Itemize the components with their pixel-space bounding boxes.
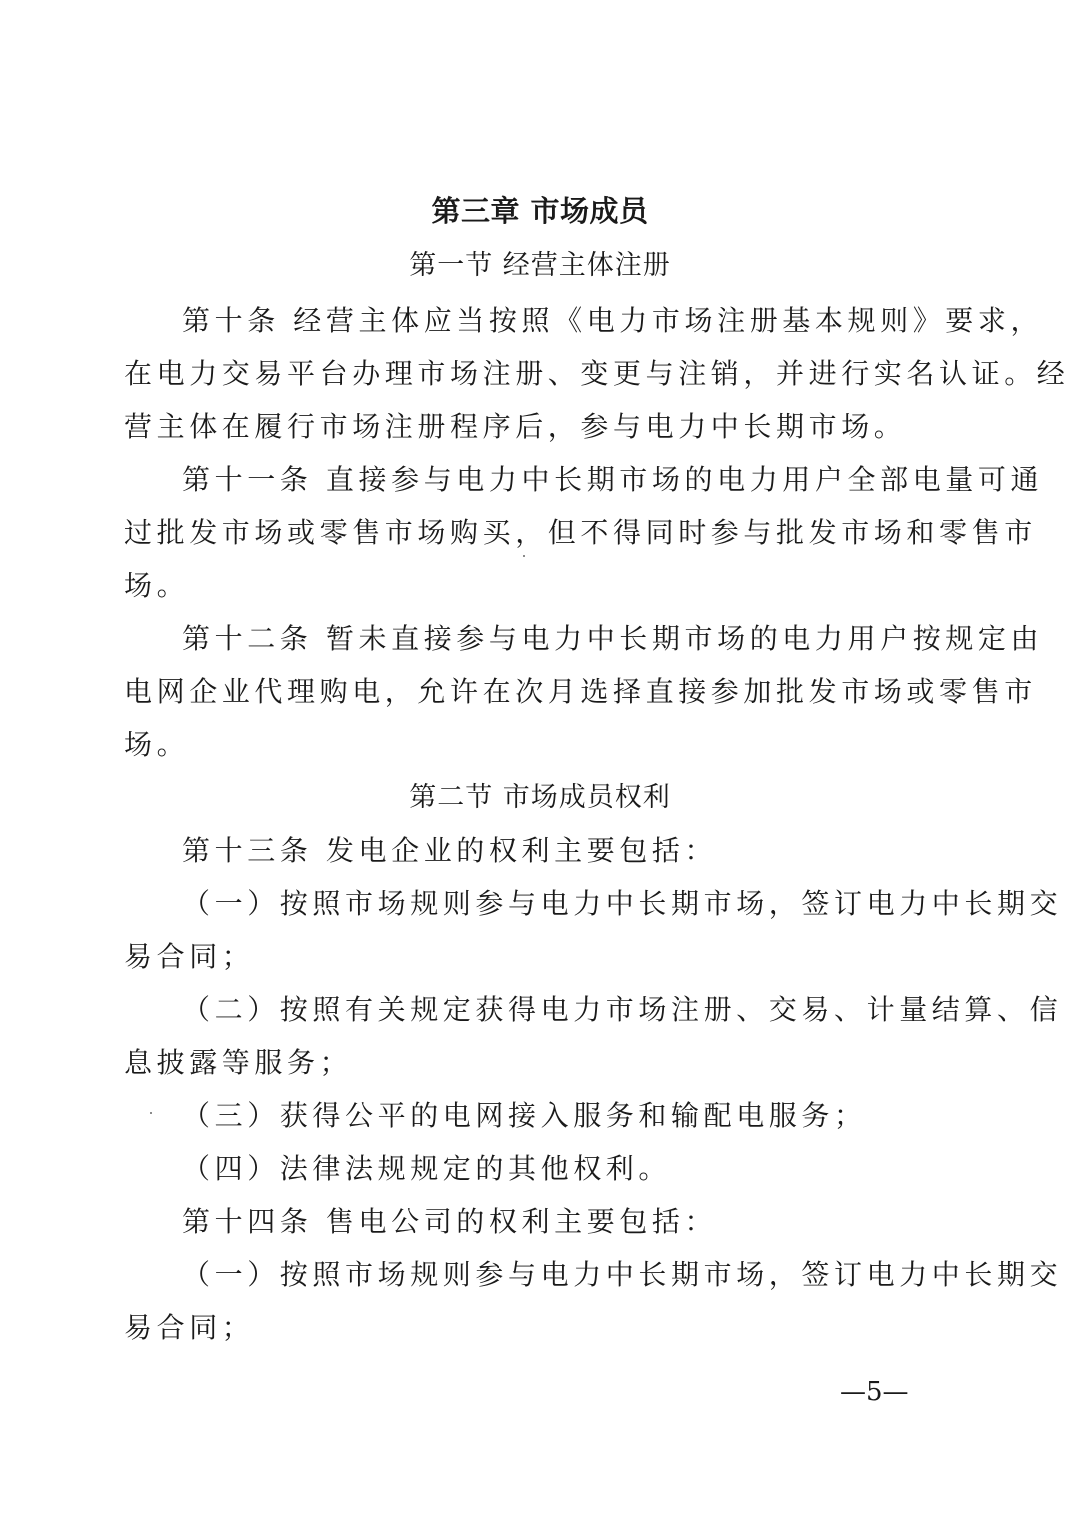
article-10-line-2: 在电力交易平台办理市场注册、变更与注销，并进行实名认证。经: [124, 357, 1070, 390]
article-13-heading: 第十三条 发电企业的权利主要包括：: [182, 834, 718, 867]
article-14-item-1-line-1: （一）按照市场规则参与电力中长期市场，签订电力中长期交: [182, 1258, 1063, 1291]
scan-speck: [523, 555, 525, 557]
article-11-line-1: 第十一条 直接参与电力中长期市场的电力用户全部电量可通: [182, 463, 1044, 496]
article-13-item-3: （三）获得公平的电网接入服务和输配电服务；: [182, 1099, 867, 1132]
article-12-line-3: 场。: [124, 728, 190, 761]
article-10-line-1: 第十条 经营主体应当按照《电力市场注册基本规则》要求，: [182, 304, 1044, 337]
scan-speck: [150, 1112, 152, 1114]
article-13-item-4: （四）法律法规规定的其他权利。: [182, 1152, 672, 1185]
article-14-heading: 第十四条 售电公司的权利主要包括：: [182, 1205, 718, 1238]
article-13-item-1-line-2: 易合同；: [124, 940, 255, 973]
article-10-line-3: 营主体在履行市场注册程序后，参与电力中长期市场。: [124, 410, 907, 443]
chapter-title: 第三章 市场成员: [431, 194, 649, 228]
section-title-2: 第二节 市场成员权利: [409, 782, 671, 813]
article-11-line-2: 过批发市场或零售市场购买，但不得同时参与批发市场和零售市: [124, 516, 1037, 549]
section-title-1: 第一节 经营主体注册: [409, 250, 671, 281]
article-13-item-2-line-1: （二）按照有关规定获得电力市场注册、交易、计量结算、信: [182, 993, 1063, 1026]
article-12-line-2: 电网企业代理购电，允许在次月选择直接参加批发市场或零售市: [124, 675, 1037, 708]
article-12-line-1: 第十二条 暂未直接参与电力中长期市场的电力用户按规定由: [182, 622, 1044, 655]
article-13-item-1-line-1: （一）按照市场规则参与电力中长期市场，签订电力中长期交: [182, 887, 1063, 920]
page-number: —5—: [840, 1377, 909, 1407]
article-13-item-2-line-2: 息披露等服务；: [124, 1046, 353, 1079]
article-11-line-3: 场。: [124, 569, 190, 602]
article-14-item-1-line-2: 易合同；: [124, 1311, 255, 1344]
